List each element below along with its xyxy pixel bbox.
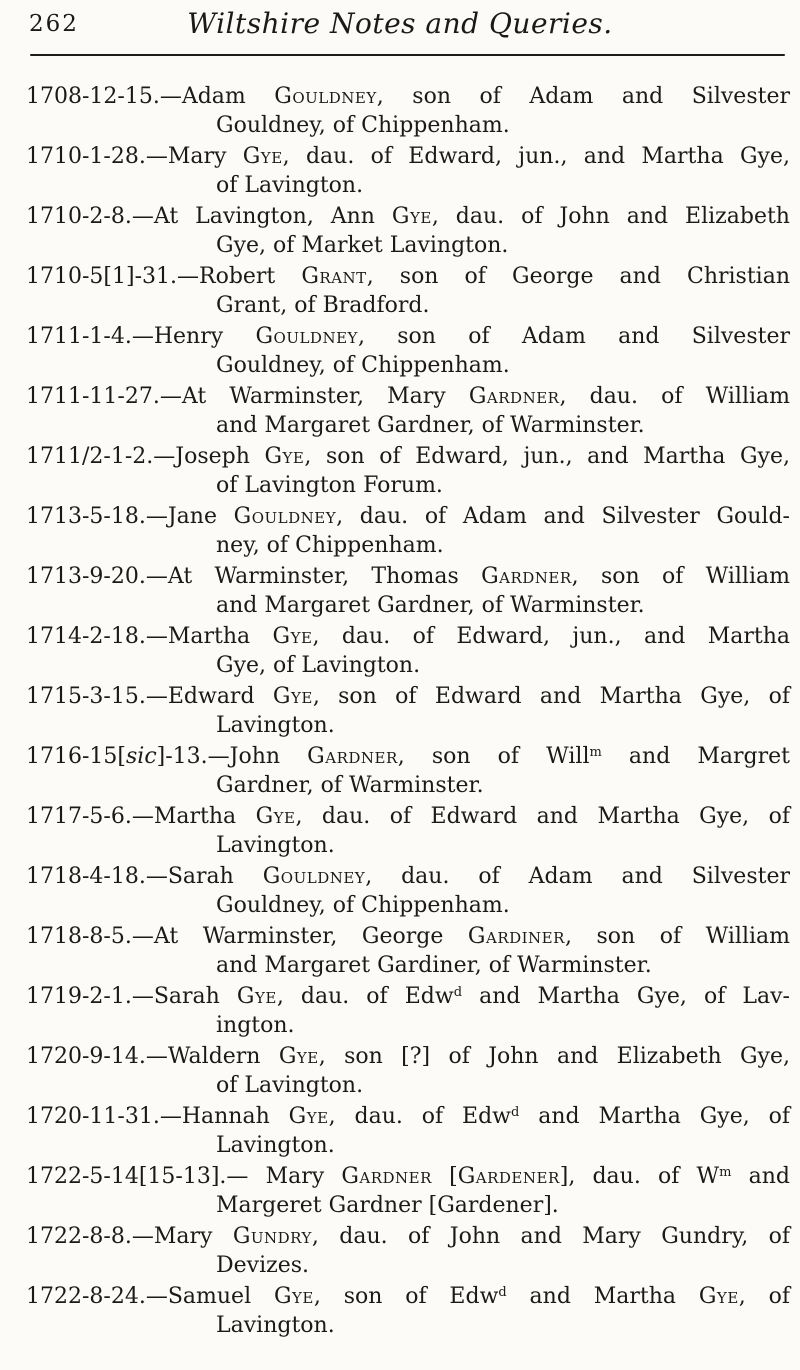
entry-continuation-line bbox=[26, 111, 790, 140]
entry-text: , dau. of Edward and Martha Gye, of bbox=[295, 804, 790, 829]
surname-smallcaps: Gardner bbox=[307, 744, 398, 769]
entry-continuation-line bbox=[26, 351, 790, 380]
register-entry bbox=[26, 1102, 790, 1160]
entry-text: Lavington. bbox=[216, 1313, 335, 1338]
entry-text: Gardner, of Warminster. bbox=[216, 773, 484, 798]
entry-text: Margeret Gardner [Gardener]. bbox=[216, 1193, 559, 1218]
entry-continuation-line bbox=[26, 891, 790, 920]
entry-text: , dau. of Adam and Silvester bbox=[365, 864, 790, 889]
entry-text: 1713-9-20.—At Warminster, Thomas bbox=[26, 564, 482, 589]
register-entry bbox=[26, 82, 790, 140]
surname-smallcaps: Gouldney bbox=[274, 84, 377, 109]
entry-text: ney, of Chippenham. bbox=[216, 533, 444, 558]
surname-smallcaps: Gye bbox=[698, 1284, 739, 1309]
entry-text: 1716-15[ bbox=[26, 744, 126, 769]
entry-continuation-line bbox=[26, 471, 790, 500]
register-list bbox=[0, 56, 800, 1340]
entry-text: , son of Edward, jun., and Martha Gye, bbox=[304, 444, 790, 469]
entry-text: of Lavington Forum. bbox=[216, 473, 443, 498]
entry-text: Gye, of Market Lavington. bbox=[216, 233, 509, 258]
entry-first-line bbox=[26, 142, 790, 171]
entry-text: Devizes. bbox=[216, 1253, 310, 1278]
entry-text: 1714-2-18.—Martha bbox=[26, 624, 273, 649]
entry-text: 1708-12-15.—Adam bbox=[26, 84, 275, 109]
superscript-abbreviation: m bbox=[719, 1165, 732, 1180]
register-entry bbox=[26, 442, 790, 500]
entry-text: ington. bbox=[216, 1013, 295, 1038]
entry-text: , son of Will bbox=[397, 744, 590, 769]
entry-text: and Martha Gye, of Lav- bbox=[462, 984, 790, 1009]
register-entry bbox=[26, 682, 790, 740]
entry-text: 1722-8-8.—Mary bbox=[26, 1224, 233, 1249]
entry-text: 1720-9-14.—Waldern bbox=[26, 1044, 279, 1069]
entry-text: , dau. of Edw bbox=[328, 1104, 512, 1129]
entry-continuation-line bbox=[26, 291, 790, 320]
entry-text: , dau. of Adam and Silvester Gould- bbox=[336, 504, 790, 529]
register-entry bbox=[26, 142, 790, 200]
entry-text: 1720-11-31.—Hannah bbox=[26, 1104, 289, 1129]
entry-text: Gouldney, of Chippenham. bbox=[216, 353, 510, 378]
entry-first-line bbox=[26, 1102, 790, 1131]
entry-text: Gouldney, of Chippenham. bbox=[216, 893, 510, 918]
entry-text: ], dau. of W bbox=[559, 1164, 720, 1189]
entry-first-line bbox=[26, 442, 790, 471]
entry-text: , son of Adam and Silvester bbox=[357, 324, 790, 349]
surname-smallcaps: Gye bbox=[272, 684, 313, 709]
entry-first-line bbox=[26, 1162, 790, 1191]
register-entry bbox=[26, 622, 790, 680]
surname-smallcaps: Gye bbox=[236, 984, 277, 1009]
entry-text: Gouldney, of Chippenham. bbox=[216, 113, 510, 138]
superscript-abbreviation: d bbox=[453, 985, 463, 1000]
entry-continuation-line bbox=[26, 1071, 790, 1100]
entry-text: , son [?] of John and Elizabeth Gye, bbox=[318, 1044, 790, 1069]
entry-text: , son of William bbox=[564, 924, 790, 949]
surname-smallcaps: Gardner bbox=[341, 1164, 432, 1189]
superscript-abbreviation: m bbox=[589, 745, 602, 760]
surname-smallcaps: Grant bbox=[301, 264, 367, 289]
entry-text: Lavington. bbox=[216, 833, 335, 858]
entry-continuation-line bbox=[26, 231, 790, 260]
entry-first-line bbox=[26, 1282, 790, 1311]
surname-smallcaps: Gye bbox=[255, 804, 296, 829]
entry-first-line bbox=[26, 862, 790, 891]
entry-text: and bbox=[731, 1164, 790, 1189]
surname-smallcaps: Gouldney bbox=[255, 324, 358, 349]
surname-smallcaps: Gye bbox=[391, 204, 432, 229]
superscript-abbreviation: d bbox=[498, 1285, 507, 1300]
entry-first-line bbox=[26, 982, 790, 1011]
entry-continuation-line bbox=[26, 771, 790, 800]
entry-text: 1711-11-27.—At Warminster, Mary bbox=[26, 384, 469, 409]
entry-first-line bbox=[26, 922, 790, 951]
entry-text: , son of Edward and Martha Gye, of bbox=[312, 684, 790, 709]
surname-smallcaps: Gouldney bbox=[262, 864, 366, 889]
page-header bbox=[0, 0, 800, 54]
entry-text: and Margret bbox=[601, 744, 790, 769]
entry-text: 1722-5-14[15-13].— Mary bbox=[26, 1164, 342, 1189]
register-entry bbox=[26, 1222, 790, 1280]
entry-text: , son of Adam and Silvester bbox=[376, 84, 790, 109]
entry-text: ]-13.—John bbox=[156, 744, 308, 769]
entry-text: 1710-2-8.—At Lavington, Ann bbox=[26, 204, 392, 229]
surname-smallcaps: Gye bbox=[273, 1284, 314, 1309]
entry-continuation-line bbox=[26, 1311, 790, 1340]
entry-first-line bbox=[26, 1222, 790, 1251]
entry-text: , son of George and Christian bbox=[366, 264, 791, 289]
entry-first-line bbox=[26, 82, 790, 111]
entry-continuation-line bbox=[26, 1191, 790, 1220]
entry-first-line bbox=[26, 682, 790, 711]
register-entry bbox=[26, 382, 790, 440]
surname-smallcaps: Gundry bbox=[232, 1224, 312, 1249]
entry-text: Gye, of Lavington. bbox=[216, 653, 421, 678]
register-entry bbox=[26, 262, 790, 320]
entry-text: 1719-2-1.—Sarah bbox=[26, 984, 237, 1009]
surname-smallcaps: Gardener bbox=[457, 1164, 560, 1189]
surname-smallcaps: Gye bbox=[278, 1044, 319, 1069]
entry-text: 1722-8-24.—Samuel bbox=[26, 1284, 274, 1309]
entry-continuation-line bbox=[26, 531, 790, 560]
entry-text: [ bbox=[431, 1164, 458, 1189]
entry-text: and Margaret Gardner, of Warminster. bbox=[216, 413, 645, 438]
register-entry bbox=[26, 922, 790, 980]
entry-text: 1718-4-18.—Sarah bbox=[26, 864, 263, 889]
entry-text: and Martha Gye, of bbox=[519, 1104, 791, 1129]
entry-text: 1710-5[1]-31.—Robert bbox=[26, 264, 302, 289]
register-entry bbox=[26, 802, 790, 860]
register-entry bbox=[26, 742, 790, 800]
entry-first-line bbox=[26, 502, 790, 531]
surname-smallcaps: Gye bbox=[242, 144, 283, 169]
entry-text: , son of Edw bbox=[313, 1284, 499, 1309]
entry-continuation-line bbox=[26, 651, 790, 680]
entry-first-line bbox=[26, 262, 790, 291]
entry-first-line bbox=[26, 562, 790, 591]
surname-smallcaps: Gardiner bbox=[467, 924, 565, 949]
entry-continuation-line bbox=[26, 1011, 790, 1040]
entry-first-line bbox=[26, 1042, 790, 1071]
register-entry bbox=[26, 1282, 790, 1340]
surname-smallcaps: Gye bbox=[272, 624, 313, 649]
register-entry bbox=[26, 862, 790, 920]
sic-italic: sic bbox=[126, 744, 157, 769]
entry-continuation-line bbox=[26, 411, 790, 440]
entry-text: and Margaret Gardiner, of Warminster. bbox=[216, 953, 652, 978]
entry-text: Grant, of Bradford. bbox=[216, 293, 430, 318]
entry-text: 1717-5-6.—Martha bbox=[26, 804, 256, 829]
surname-smallcaps: Gardner bbox=[481, 564, 572, 589]
entry-text: , dau. of William bbox=[559, 384, 790, 409]
register-entry bbox=[26, 322, 790, 380]
entry-text: 1718-8-5.—At Warminster, George bbox=[26, 924, 468, 949]
entry-text: , dau. of John and Mary Gundry, of bbox=[311, 1224, 790, 1249]
entry-first-line bbox=[26, 802, 790, 831]
register-entry bbox=[26, 982, 790, 1040]
surname-smallcaps: Gardner bbox=[468, 384, 560, 409]
surname-smallcaps: Gouldney bbox=[233, 504, 337, 529]
page-number: 262 bbox=[29, 11, 79, 37]
entry-text: Lavington. bbox=[216, 1133, 335, 1158]
entry-text: , dau. of Edw bbox=[276, 984, 454, 1009]
entry-text: , of bbox=[738, 1284, 790, 1309]
entry-continuation-line bbox=[26, 1131, 790, 1160]
entry-text: , dau. of Edward, jun., and Martha bbox=[312, 624, 790, 649]
entry-text: of Lavington. bbox=[216, 1073, 364, 1098]
entry-text: , son of William bbox=[571, 564, 790, 589]
running-title: Wiltshire Notes and Queries. bbox=[187, 7, 613, 40]
entry-continuation-line bbox=[26, 1251, 790, 1280]
entry-continuation-line bbox=[26, 831, 790, 860]
register-entry bbox=[26, 1162, 790, 1220]
entry-text: of Lavington. bbox=[216, 173, 364, 198]
entry-first-line bbox=[26, 742, 790, 771]
entry-text: 1715-3-15.—Edward bbox=[26, 684, 273, 709]
entry-text: 1711/2-1-2.—Joseph bbox=[26, 444, 265, 469]
entry-text: and Martha bbox=[506, 1284, 699, 1309]
entry-text: 1713-5-18.—Jane bbox=[26, 504, 234, 529]
entry-text: 1710-1-28.—Mary bbox=[26, 144, 243, 169]
entry-continuation-line bbox=[26, 171, 790, 200]
surname-smallcaps: Gye bbox=[264, 444, 305, 469]
register-entry bbox=[26, 202, 790, 260]
entry-first-line bbox=[26, 382, 790, 411]
register-entry bbox=[26, 502, 790, 560]
entry-continuation-line bbox=[26, 591, 790, 620]
register-entry bbox=[26, 562, 790, 620]
entry-first-line bbox=[26, 322, 790, 351]
entry-text: and Margaret Gardner, of Warminster. bbox=[216, 593, 645, 618]
superscript-abbreviation: d bbox=[511, 1105, 520, 1120]
entry-continuation-line bbox=[26, 951, 790, 980]
entry-text: , dau. of Edward, jun., and Martha Gye, bbox=[282, 144, 790, 169]
register-entry bbox=[26, 1042, 790, 1100]
surname-smallcaps: Gye bbox=[288, 1104, 329, 1129]
entry-continuation-line bbox=[26, 711, 790, 740]
entry-text: Lavington. bbox=[216, 713, 335, 738]
entry-text: , dau. of John and Elizabeth bbox=[431, 204, 790, 229]
entry-first-line bbox=[26, 202, 790, 231]
entry-text: 1711-1-4.—Henry bbox=[26, 324, 256, 349]
entry-first-line bbox=[26, 622, 790, 651]
